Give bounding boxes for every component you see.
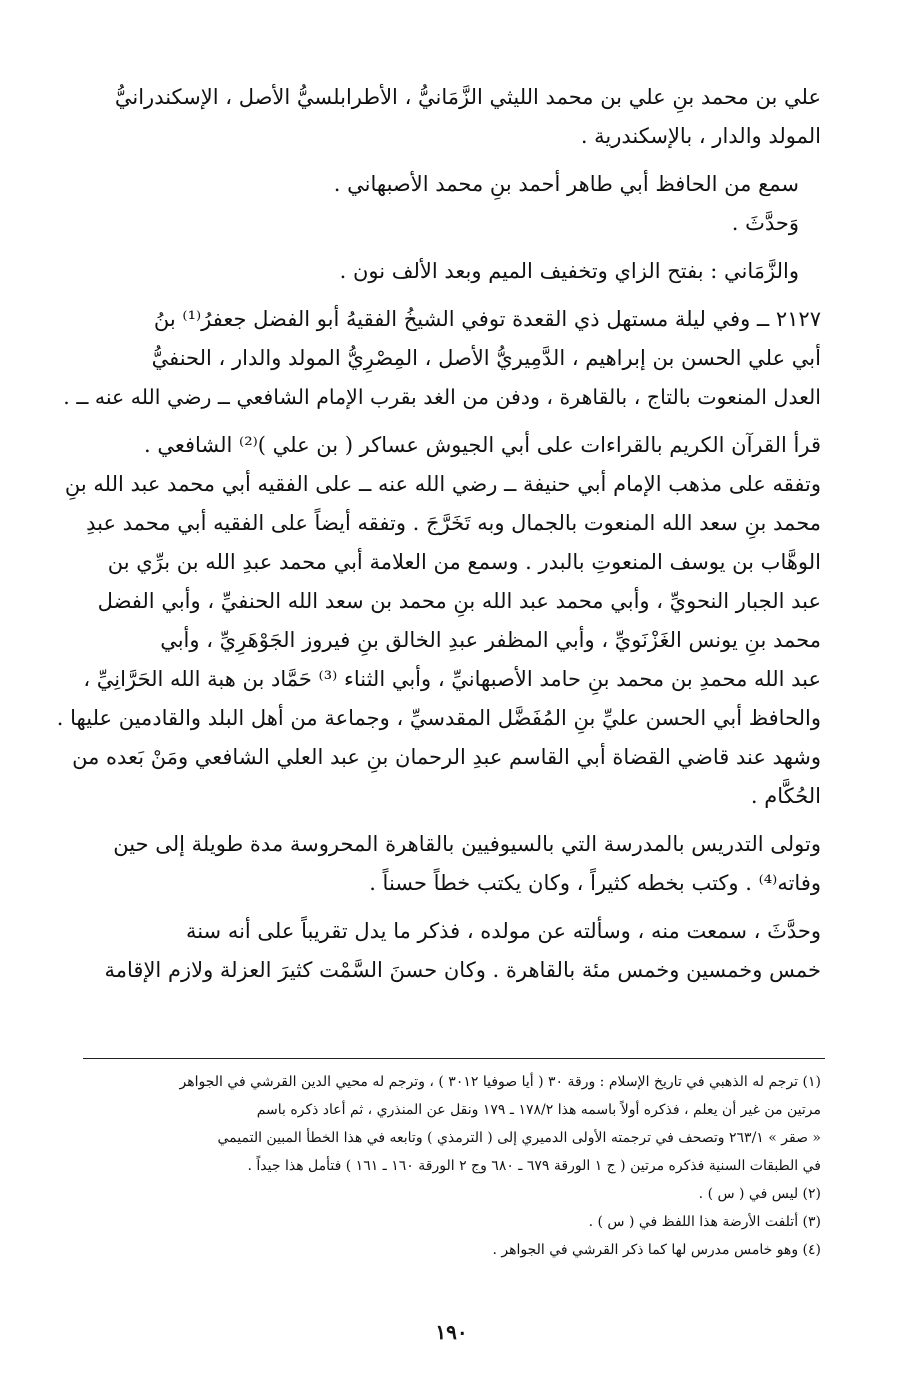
text-line: محمد بنِ يونس الغَزْنَويِّ ، وأبي المظفر عبدِ الخالق بنِ فيروز الجَوْهَرِيِّ ، وأبي xyxy=(160,628,821,652)
text-line: خمس وخمسين وخمس مئة بالقاهرة . وكان حسنَ السَّمْت كثيرَ العزلة ولازم الإقامة xyxy=(104,958,821,982)
text-line: وتولى التدريس بالمدرسة التي بالسيوفيين بالقاهرة المحروسة مدة طويلة إلى حين xyxy=(113,832,821,856)
paragraph xyxy=(50,825,821,903)
paragraph-gap xyxy=(50,816,821,825)
text-line: الحُكَّام . xyxy=(750,784,821,808)
paragraph-gap xyxy=(50,903,821,912)
main-text xyxy=(50,78,821,990)
text-line: وَحدَّثَ . xyxy=(731,211,799,235)
text-line: قرأ القرآن الكريم بالقراءات على أبي الجيوش عساكر ( بن علي )⁽²⁾ الشافعي . xyxy=(143,433,821,457)
text-line: وشهد عند قاضي القضاة أبي القاسم عبدِ الرحمان بنِ عبد العلي الشافعي ومَنْ بَعده من xyxy=(72,745,821,769)
text-line: الوهَّاب بن يوسف المنعوتِ بالبدر . وسمع من العلامة أبي محمد عبدِ الله بن برِّي بن xyxy=(107,550,821,574)
text-line: محمد بنِ سعد الله المنعوت بالجمال وبه تَخَرَّجَ . وتفقه أيضاً على الفقيه أبي محمد عبدِ xyxy=(86,511,821,535)
footnote-line: (٢) ليس في ( س ) . xyxy=(698,1186,821,1202)
text-line: ٢١٢٧ ــ وفي ليلة مستهل ذي القعدة توفي الشيخُ الفقيهُ أبو الفضل جعفرُ⁽¹⁾ بنُ xyxy=(153,307,821,331)
paragraph xyxy=(50,252,821,291)
text-line: أبي علي الحسن بن إبراهيم ، الدَّمِيريُّ الأصل ، المِصْرِيُّ المولد والدار ، الحنفيُّ xyxy=(151,346,821,370)
text-line: وفاته⁽⁴⁾ . وكتب بخطه كثيراً ، وكان يكتب خطاً حسناً . xyxy=(369,871,821,895)
text-line: وحدَّثَ ، سمعت منه ، وسألته عن مولده ، فذكر ما يدل تقريباً على أنه سنة xyxy=(185,919,821,943)
paragraph xyxy=(50,78,821,156)
paragraph-gap xyxy=(50,156,821,165)
text-line: علي بن محمد بنِ علي بن محمد الليثي الزَّمَانيُّ ، الأطرابلسيُّ الأصل ، الإسكندرانيُّ xyxy=(114,85,821,109)
paragraph xyxy=(50,165,821,243)
footnote-line: مرتين من غير أن يعلم ، فذكره أولاً باسمه هذا ١٧٨/٢ ـ ١٧٩ ونقل عن المنذري ، ثم أعاد ذكره باسم xyxy=(256,1102,821,1118)
footnote-line: (١) ترجم له الذهبي في تاريخ الإسلام : ورقة ٣٠ ( أيا صوفيا ٣٠١٢ ) ، وترجم له محيي الدين القرشي في الجواهر xyxy=(179,1074,821,1090)
footnote-line: في الطبقات السنية فذكره مرتين ( ج ١ الورقة ٦٧٩ ـ ٦٨٠ وج ٢ الورقة ١٦٠ ـ ١٦١ ) فتأمل هذا جيداً . xyxy=(247,1158,821,1174)
paragraph-gap xyxy=(50,243,821,252)
footnote-line: (٤) وهو خامس مدرس لها كما ذكر القرشي في الجواهر . xyxy=(492,1242,821,1258)
paragraph-gap xyxy=(50,417,821,426)
text-line: العدل المنعوت بالتاج ، بالقاهرة ، ودفن من الغد بقرب الإمام الشافعي ــ رضي الله عنه ــ . xyxy=(63,385,821,409)
footnote-separator xyxy=(83,1058,825,1059)
text-line: المولد والدار ، بالإسكندرية . xyxy=(580,124,821,148)
paragraph xyxy=(50,912,821,990)
footnote-line: (٣) أتلفت الأرضة هذا اللفظ في ( س ) . xyxy=(588,1214,821,1230)
text-line: وتفقه على مذهب الإمام أبي حنيفة ــ رضي الله عنه ــ على الفقيه أبي محمد عبد الله بنِ xyxy=(64,472,821,496)
paragraph xyxy=(50,300,821,417)
paragraph-gap xyxy=(50,291,821,300)
footnotes xyxy=(85,1068,821,1264)
page-number: ١٩٠ xyxy=(435,1320,468,1344)
footnote-line: « صقر » ٢٦٣/١ وتصحف في ترجمته الأولى الدميري إلى ( الترمذي ) وتابعه في هذا الخطأ المبين التميمي xyxy=(217,1130,821,1146)
paragraph xyxy=(50,426,821,816)
text-line: سمع من الحافظ أبي طاهر أحمد بنِ محمد الأصبهاني . xyxy=(333,172,799,196)
text-line: والزَّمَاني : بفتح الزاي وتخفيف الميم وبعد الألف نون . xyxy=(339,259,799,283)
text-line: عبد الله محمدِ بن محمد بنِ حامد الأصبهانيِّ ، وأبي الثناء ⁽³⁾ حَمَّاد بن هبة الله الحَرَّانِيِّ ، xyxy=(83,667,821,691)
text-line: والحافظ أبي الحسن عليِّ بنِ المُفَضَّل المقدسيِّ ، وجماعة من أهل البلد والقادمين عليها . xyxy=(56,706,821,730)
text-line: عبد الجبار النحويِّ ، وأبي محمد عبد الله بنِ محمد بن سعد الله الحنفيِّ ، وأبي الفضل xyxy=(97,589,821,613)
